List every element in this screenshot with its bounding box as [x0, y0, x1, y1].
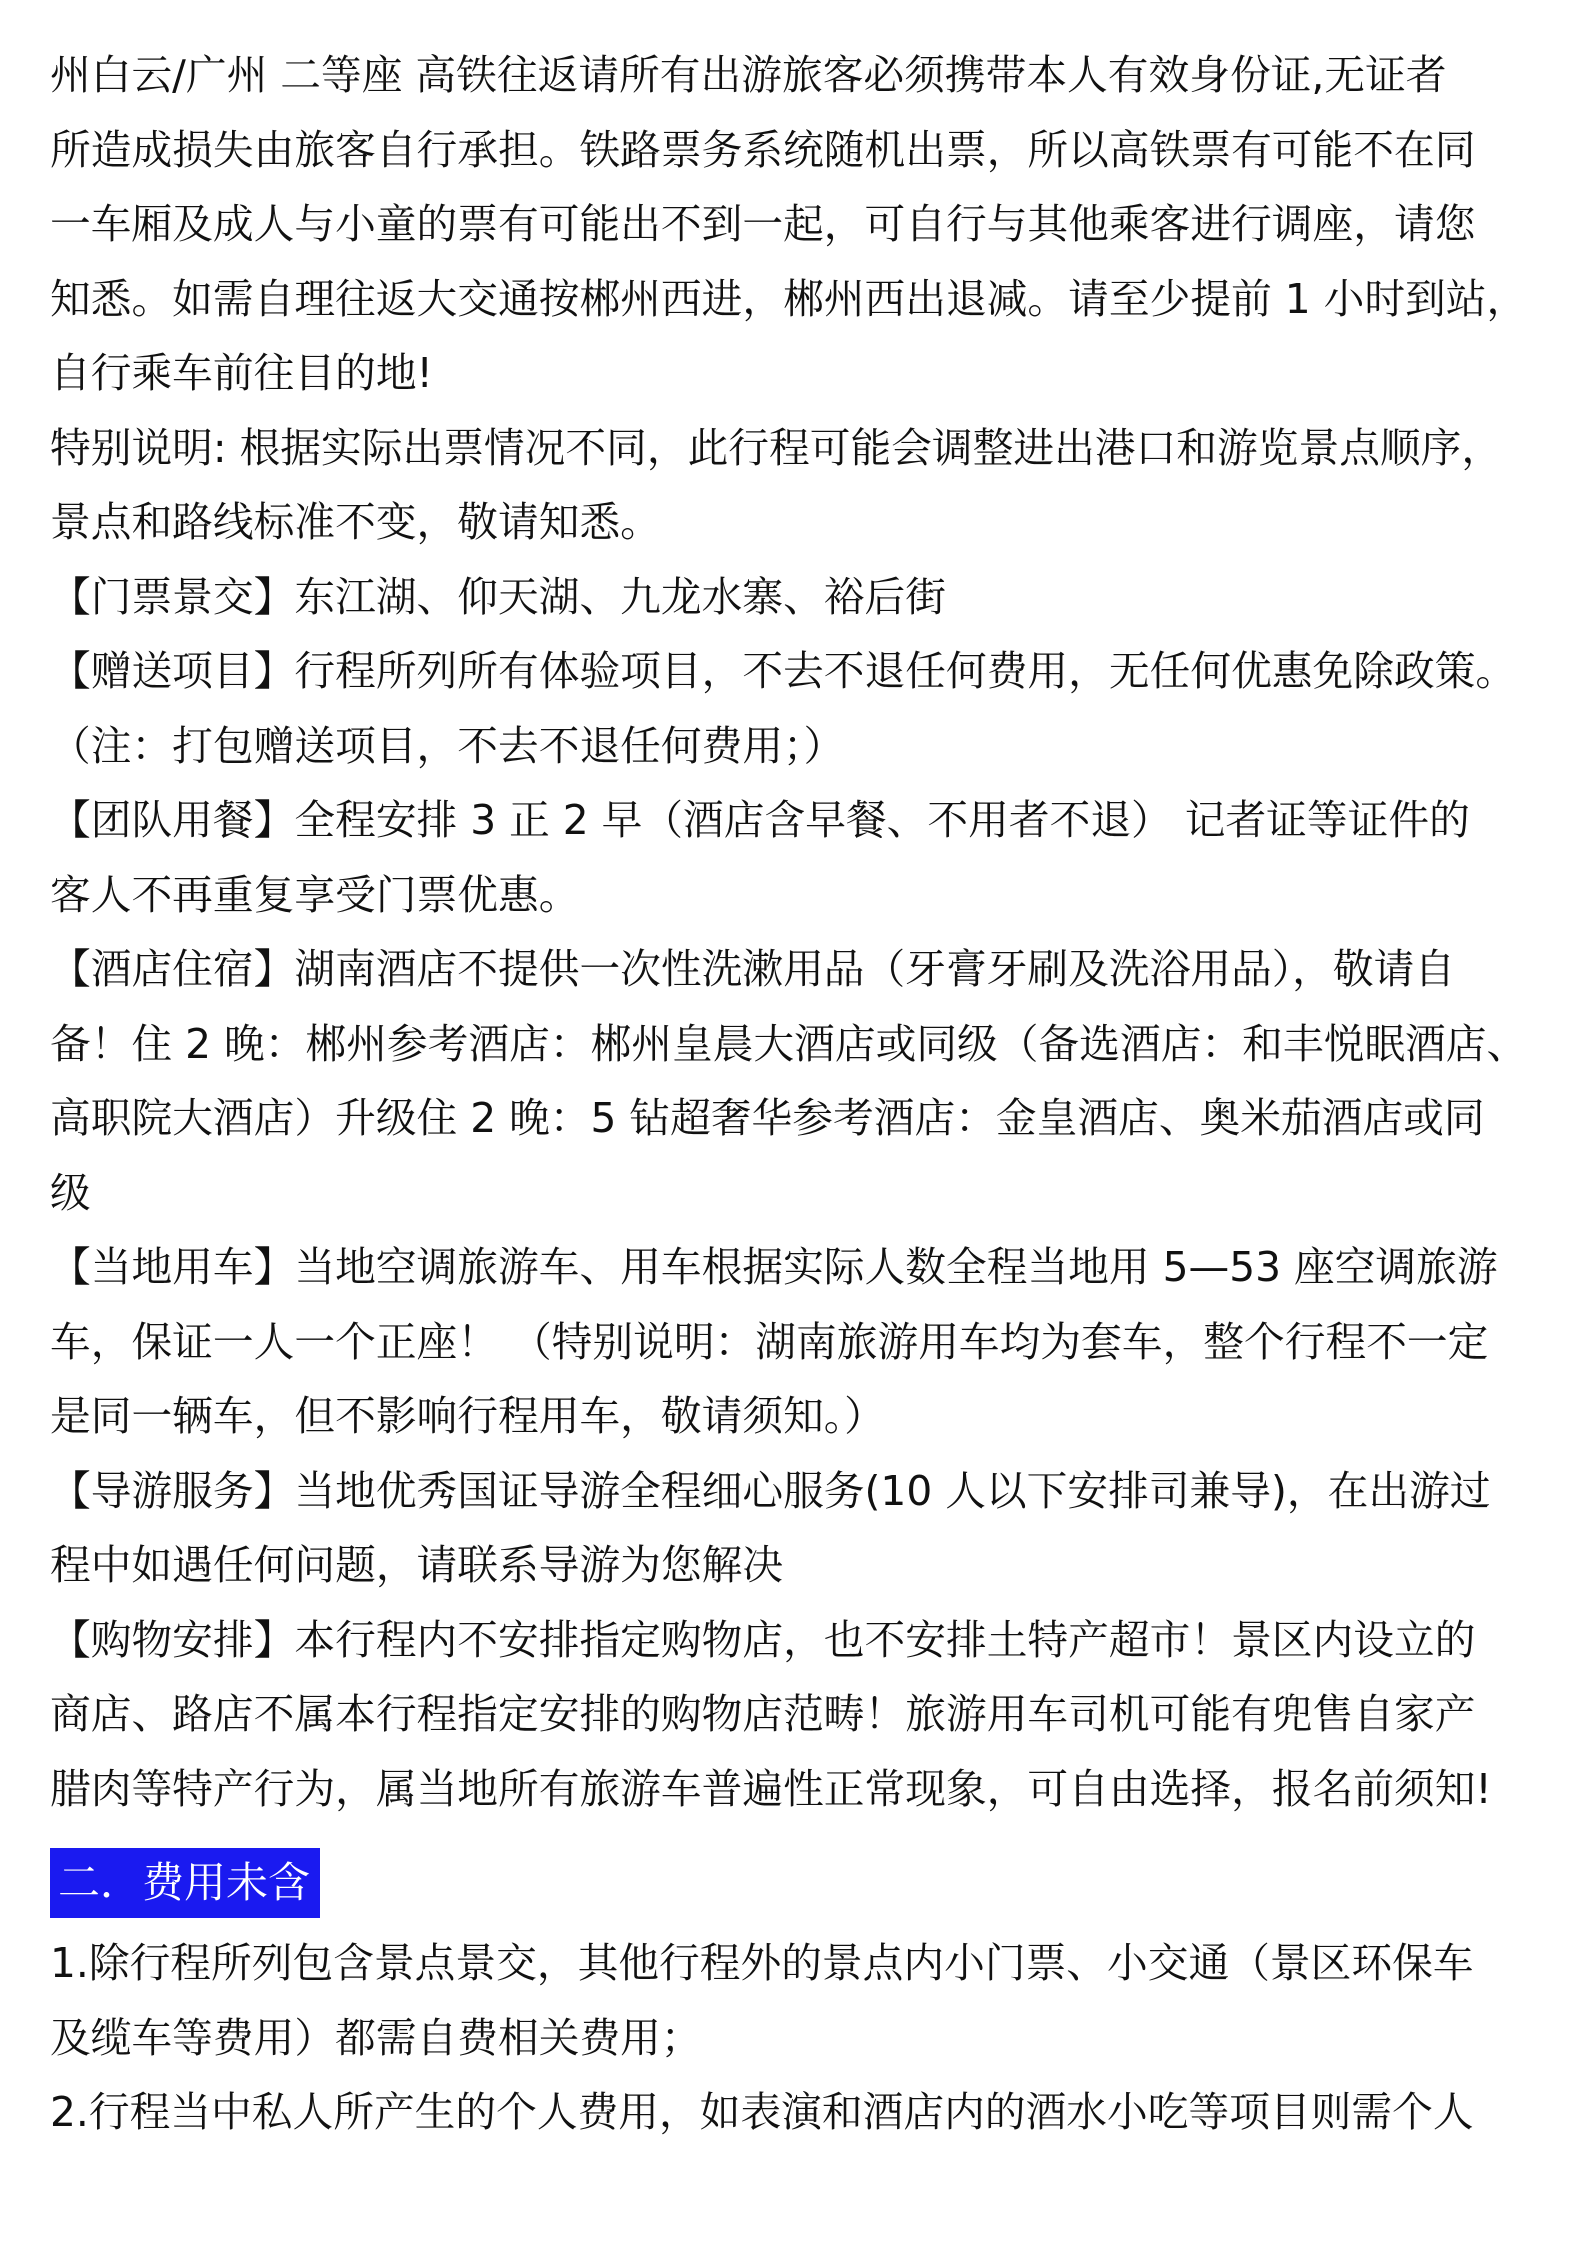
text-line: 【导游服务】当地优秀国证导游全程细心服务(10 人以下安排司兼导)，在出游过 [50, 1466, 1491, 1515]
text-line: 自行乘车前往目的地! [50, 349, 433, 397]
text-line: 车，保证一人一个正座！ （特别说明：湖南旅游用车均为套车，整个行程不一定 [50, 1317, 1489, 1366]
itinerary-notes [50, 38, 1550, 1826]
text-line: 腊肉等特产行为，属当地所有旅游车普遍性正常现象，可自由选择，报名前须知! [50, 1764, 1492, 1813]
text-line: 及缆车等费用）都需自费相关费用； [50, 2013, 702, 2062]
text-line: 州白云/广州 二等座 高铁往返请所有出游旅客必须携带本人有效身份证,无证者 [50, 51, 1447, 99]
text-line: 程中如遇任何问题，请联系导游为您解决 [50, 1541, 784, 1589]
text-line: 【赠送项目】行程所列所有体验项目，不去不退任何费用，无任何优惠免除政策。 [50, 647, 1517, 695]
text-line: 【当地用车】当地空调旅游车、用车根据实际人数全程当地用 5—53 座空调旅游 [50, 1243, 1498, 1291]
text-line: 特别说明: 根据实际出票情况不同，此行程可能会调整进出港口和游览景点顺序， [50, 423, 1503, 472]
text-line: 所造成损失由旅客自行承担。铁路票务系统随机出票，所以高铁票有可能不在同 [50, 125, 1476, 174]
text-line: 2.行程当中私人所产生的个人费用，如表演和酒店内的酒水小吃等项目则需个人 [50, 2088, 1474, 2136]
section-heading-costs-excluded: 二．费用未含 [50, 1848, 320, 1918]
text-line: 商店、路店不属本行程指定安排的购物店范畴！旅游用车司机可能有兜售自家产 [50, 1690, 1476, 1738]
document-page [50, 38, 1550, 2150]
text-line: 景点和路线标准不变，敬请知悉。 [50, 498, 661, 546]
section-heading-row [50, 1848, 1550, 1926]
text-line: 高职院大酒店）升级住 2 晚：5 钻超奢华参考酒店：金皇酒店、奥米茄酒店或同 [50, 1094, 1485, 1142]
text-line: 【门票景交】东江湖、仰天湖、九龙水寨、裕后街 [50, 572, 946, 621]
text-line: 备！住 2 晚：郴州参考酒店：郴州皇晨大酒店或同级（备选酒店：和丰悦眠酒店、 [50, 1019, 1528, 1068]
text-line: 一车厢及成人与小童的票有可能出不到一起，可自行与其他乘客进行调座，请您 [50, 200, 1476, 248]
text-line: 【购物安排】本行程内不安排指定购物店，也不安排土特产超市！景区内设立的 [50, 1615, 1476, 1664]
costs-excluded-list [50, 1926, 1550, 2150]
text-line: （注：打包赠送项目，不去不退任何费用；） [50, 721, 845, 770]
text-line: 1.除行程所列包含景点景交，其他行程外的景点内小门票、小交通（景区环保车 [50, 1939, 1474, 1987]
text-line: 客人不再重复享受门票优惠。 [50, 870, 580, 919]
text-line: 知悉。如需自理往返大交通按郴州西进，郴州西出退减。请至少提前 1 小时到站， [50, 274, 1528, 323]
text-line: 是同一辆车，但不影响行程用车，敬请须知。） [50, 1392, 885, 1440]
section-gap [50, 1826, 1550, 1848]
text-line: 级 [50, 1168, 91, 1217]
text-line: 【团队用餐】全程安排 3 正 2 早（酒店含早餐、不用者不退） 记者证等证件的 [50, 796, 1470, 844]
text-line: 【酒店住宿】湖南酒店不提供一次性洗漱用品（牙膏牙刷及洗浴用品），敬请自 [50, 945, 1456, 993]
